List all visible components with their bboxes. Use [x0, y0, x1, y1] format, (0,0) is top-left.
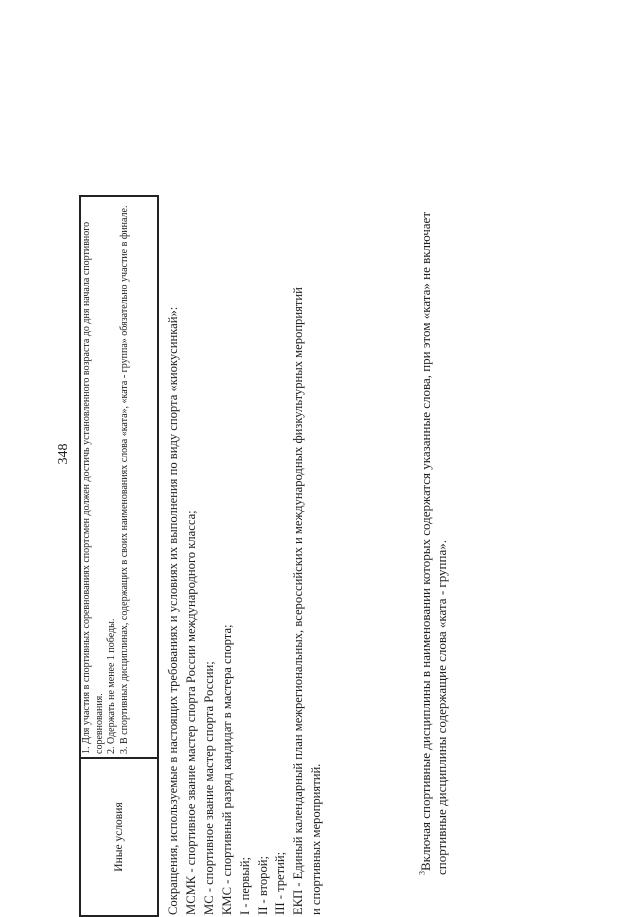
abbreviation-item: МСМК - спортивное звание мастер спорта России международного класса; — [183, 510, 198, 915]
abbreviation-item: МС - спортивное звание мастер спорта России; — [201, 661, 216, 915]
abbreviations-block — [165, 159, 326, 915]
abbreviation-item: и спортивных мероприятий. — [309, 763, 324, 915]
footnote-text: Включая спортивные дисциплины в наименовании которых содержатся указанные слова, при этом «ката» не включает спортивные дисциплины содержащие слова «ката - группа». — [418, 211, 449, 875]
footnote — [418, 155, 490, 875]
abbreviation-item: II - второй; — [255, 856, 270, 915]
page-number: 348 — [56, 443, 71, 465]
row-label: Иные условия — [113, 802, 125, 872]
table-row — [80, 196, 158, 916]
condition-1: 1. Для участия в спортивных соревнованиях спортсмен должен достичь установленного возраста до дня начала спортивного соревнования. — [81, 221, 105, 754]
conditions-table — [79, 195, 159, 917]
conditions-cell — [80, 196, 158, 758]
abbreviation-item: III - третий; — [273, 851, 288, 915]
abbreviation-item: КМС - спортивный разряд кандидат в мастера спорта; — [219, 624, 234, 915]
abbreviation-item: ЕКП - Единый календарный план межрегиональных, всероссийских и международных физкультурных мероприятий — [291, 287, 306, 915]
row-label-cell — [80, 758, 158, 916]
abbreviations-intro: Сокращения, используемые в настоящих требованиях и условиях их выполнения по виду спорта «киокусинкай»: — [166, 306, 180, 915]
abbreviation-item: I - первый; — [237, 857, 252, 915]
rotated-content — [79, 157, 349, 917]
condition-2: 2. Одержать не менее 1 победы. — [106, 618, 118, 754]
condition-3: 3. В спортивных дисциплинах, содержащих в своих наименованиях слова «ката», «ката - группа» обязательно участие в финале. — [118, 205, 130, 754]
footnote-marker: 3 — [417, 871, 427, 875]
